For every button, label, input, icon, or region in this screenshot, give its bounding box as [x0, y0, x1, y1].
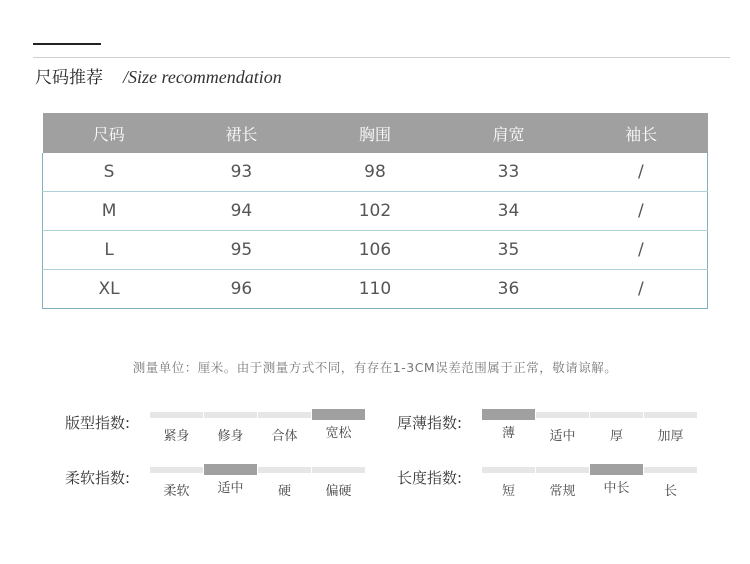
scale-segment [312, 467, 365, 473]
fit-option [312, 412, 365, 444]
table-row [43, 231, 708, 270]
table-cell: L [43, 231, 176, 270]
scale-segment [644, 467, 697, 473]
length-index-label: 长度指数: [397, 469, 463, 487]
scale-segment [312, 409, 365, 420]
scale-segment [258, 467, 311, 473]
fit-option-label: 合体 [271, 429, 298, 444]
softness-index-scale [150, 467, 366, 499]
length-option [536, 467, 589, 499]
table-row [43, 192, 708, 231]
table-cell: 93 [175, 153, 308, 192]
table-cell: 106 [308, 231, 442, 270]
thickness-option [644, 412, 697, 444]
table-cell: / [575, 231, 708, 270]
thickness-option [482, 412, 535, 444]
softness-option-label: 柔软 [163, 484, 190, 499]
column-header-bust: 胸围 [358, 124, 391, 144]
table-row [43, 153, 708, 192]
table-cell: 94 [175, 192, 308, 231]
softness-index-label: 柔软指数: [65, 469, 131, 487]
fit-index-scale [150, 412, 366, 444]
column-header-skirt-length: 裙长 [225, 124, 258, 144]
length-option-label: 常规 [549, 484, 576, 499]
thickness-option-label: 适中 [549, 429, 576, 444]
table-row [43, 270, 708, 309]
table-header-row [43, 113, 708, 153]
length-index-scale [482, 467, 698, 499]
softness-option [150, 467, 203, 499]
softness-option [204, 467, 257, 499]
thickness-option [590, 412, 643, 444]
length-option [482, 467, 535, 499]
table-cell: 102 [308, 192, 442, 231]
top-accent-rule [33, 43, 101, 45]
heading-english: /Size recommendation [123, 67, 282, 87]
fit-option [204, 412, 257, 444]
table-cell: 35 [442, 231, 575, 270]
softness-option-label: 适中 [217, 481, 244, 496]
fit-option [258, 412, 311, 444]
scale-segment [482, 409, 535, 420]
table-cell: / [575, 153, 708, 192]
scale-segment [536, 412, 589, 418]
thickness-index-label: 厚薄指数: [397, 414, 463, 432]
length-option-label: 中长 [603, 481, 630, 496]
softness-option [312, 467, 365, 499]
table-cell: 33 [442, 153, 575, 192]
size-table [42, 113, 708, 309]
table-cell: S [43, 153, 176, 192]
scale-segment [204, 412, 257, 418]
softness-option-label: 偏硬 [325, 484, 352, 499]
scale-segment [150, 467, 203, 473]
column-header-sleeve: 袖长 [625, 124, 658, 144]
thickness-option-label: 厚 [609, 429, 623, 444]
scale-segment [482, 467, 535, 473]
table-cell: 110 [308, 270, 442, 309]
table-cell: 34 [442, 192, 575, 231]
column-header-shoulder: 肩宽 [492, 124, 525, 144]
table-cell: XL [43, 270, 176, 309]
thickness-option-label: 加厚 [657, 429, 684, 444]
length-option [590, 467, 643, 499]
scale-segment [590, 464, 643, 475]
length-option [644, 467, 697, 499]
table-cell: / [575, 270, 708, 309]
fit-index-label: 版型指数: [65, 414, 131, 432]
table-cell: 96 [175, 270, 308, 309]
length-option-label: 长 [663, 484, 677, 499]
column-header-size: 尺码 [92, 124, 125, 144]
scale-segment [644, 412, 697, 418]
scale-segment [204, 464, 257, 475]
heading-chinese: 尺码推荐 [35, 68, 103, 88]
length-option-label: 短 [501, 484, 515, 499]
section-heading [35, 63, 282, 87]
table-cell: 98 [308, 153, 442, 192]
table-cell: 95 [175, 231, 308, 270]
fit-option-label: 紧身 [163, 429, 190, 444]
scale-segment [258, 412, 311, 418]
table-cell: M [43, 192, 176, 231]
table-cell: 36 [442, 270, 575, 309]
fit-option [150, 412, 203, 444]
table-cell: / [575, 192, 708, 231]
fit-option-label: 修身 [217, 429, 244, 444]
fit-option-label: 宽松 [325, 426, 352, 441]
thickness-option-label: 薄 [501, 426, 515, 441]
scale-segment [590, 412, 643, 418]
thickness-index-scale [482, 412, 698, 444]
top-divider [33, 57, 730, 58]
scale-segment [150, 412, 203, 418]
softness-option-label: 硬 [277, 484, 291, 499]
softness-option [258, 467, 311, 499]
thickness-option [536, 412, 589, 444]
measurement-note: 测量单位：厘米。由于测量方式不同，有存在1-3CM误差范围属于正常，敬请谅解。 [132, 360, 618, 375]
scale-segment [536, 467, 589, 473]
